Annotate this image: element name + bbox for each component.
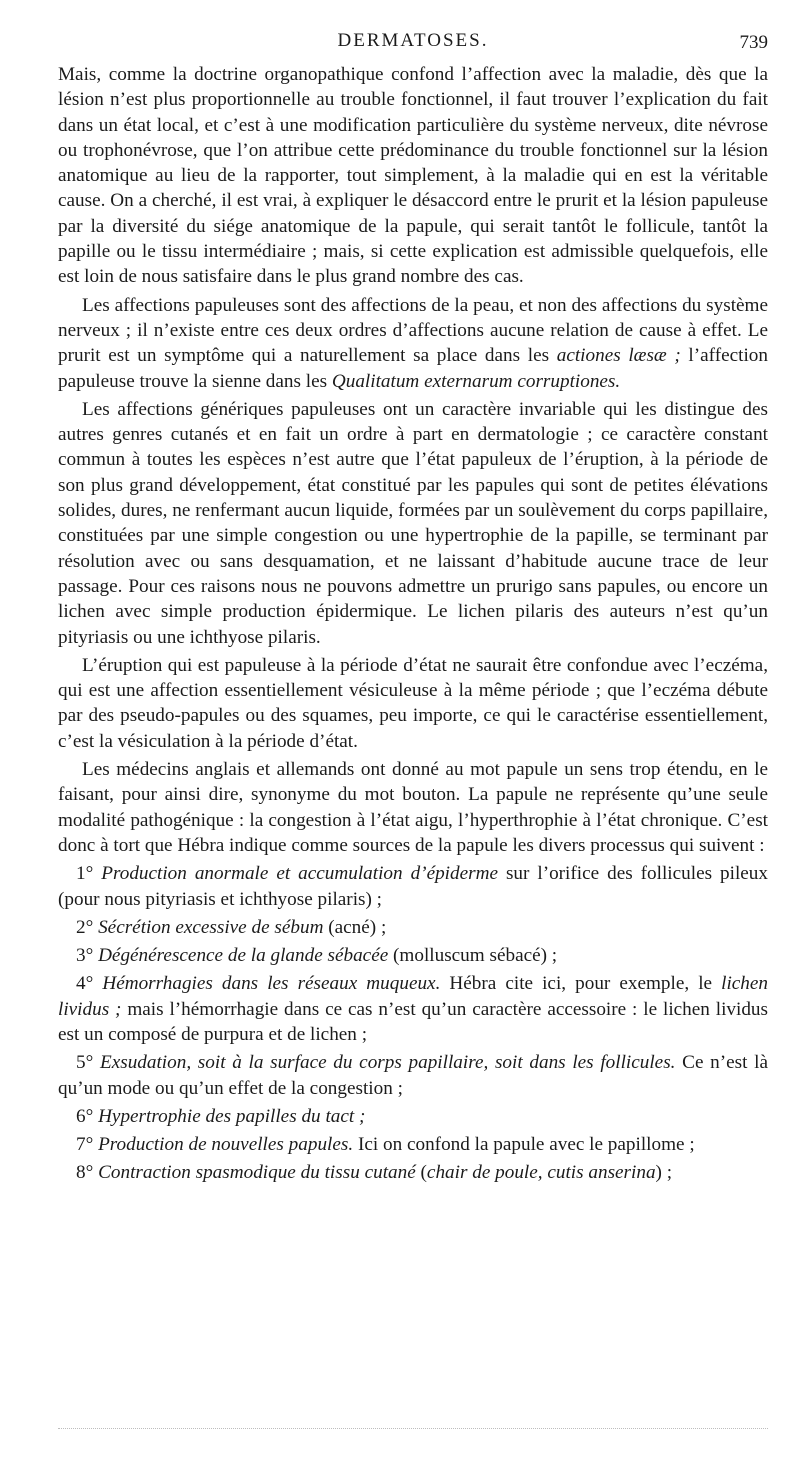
list-item-5 xyxy=(58,1050,768,1101)
page-number: 739 xyxy=(739,32,768,53)
paragraph-3: Les affections génériques papuleuses ont un caractère invariable qui les distingue des autres genres cutanés et en fait un ordre à part en dermatologie ; ce caractère constant commun à toutes les espèces n’est autre que l’état papuleux de l’éruption, à la période de son plus grand développement, état constitué par les papules qui sont de petites élévations solides, dures, ne renfermant aucun liquide, formées par un soulèvement du corps papillaire, constituées par une simple congestion ou une hypertrophie de la papille, se terminant par résolution avec ou sans desquamation, et ne laissant d’habitude aucune trace de leur passage. Pour ces raisons nous ne pouvons admettre un prurigo sans papules, ou encore un lichen avec simple production épidermique. Le lichen pilaris des auteurs n’est qu’un pityriasis ou une ichthyose pilaris. xyxy=(58,398,768,648)
list-item-8-term: chair de poule, cutis anserina xyxy=(426,1162,656,1184)
list-item-5-number: 5° xyxy=(76,1052,94,1074)
list-item-4-title: Hémorrhagies dans les réseaux muqueux. xyxy=(102,973,441,995)
list-item-8-open-paren: ( xyxy=(415,1162,427,1184)
list-item-8-close: ) ; xyxy=(655,1162,673,1184)
list-item-4-text-b: mais l’hémorrhagie dans ce cas n’est qu’un caractère accessoire : le lichen lividus est un composé de purpura et de lichen ; xyxy=(58,998,768,1045)
list-item-2 xyxy=(58,915,768,940)
list-item-8-title: Contraction spasmodique du tissu cutané xyxy=(98,1162,416,1184)
list-item-2-number: 2° xyxy=(76,916,94,938)
list-item-2-text: (acné) ; xyxy=(323,916,387,938)
list-item-7 xyxy=(58,1132,768,1157)
list-item-4 xyxy=(58,971,768,1047)
list-item-7-number: 7° xyxy=(76,1134,94,1156)
body-text xyxy=(58,62,768,1186)
list-item-3-number: 3° xyxy=(76,945,94,967)
list-item-3-title: Dégénérescence de la glande sébacée xyxy=(98,945,389,967)
list-item-4-term: lichen lividus ; xyxy=(58,973,768,1020)
list-item-1-text: sur l’orifice des follicules pileux (pour nous pityriasis et ichthyose pilaris) ; xyxy=(58,863,768,910)
list-item-7-text: Ici on confond la papule avec le papillome ; xyxy=(353,1134,695,1156)
list-item-6-title: Hypertrophie des papilles du tact ; xyxy=(98,1105,366,1127)
list-item-4-number: 4° xyxy=(76,973,94,995)
list-item-1-title: Production anormale et accumulation d’épiderme xyxy=(101,863,498,885)
list-item-4-text-a: Hébra cite ici, pour exemple, le xyxy=(440,973,722,995)
paragraph-5: Les médecins anglais et allemands ont donné au mot papule un sens trop étendu, en le faisant, pour ainsi dire, synonyme du mot bouton. La papule ne représente qu’une seule modalité pathogénique : la congestion à l’état aigu, l’hyperthrophie à l’état chronique. C’est donc à tort que Hébra indique comme sources de la papule les divers processus qui suivent : xyxy=(58,759,768,856)
paragraph-2-text-b: l’affection papuleuse trouve la sienne dans les xyxy=(58,345,768,392)
list-item-6-number: 6° xyxy=(76,1105,94,1127)
list-item-8-number: 8° xyxy=(76,1162,94,1184)
list-item-6 xyxy=(58,1104,768,1129)
page-bottom-rule xyxy=(58,1428,768,1429)
paragraph-2 xyxy=(58,293,768,394)
list-item-1-number: 1° xyxy=(76,863,94,885)
paragraph-2-text-a: Les affections papuleuses sont des affections de la peau, et non des affections du système nerveux ; il n’existe entre ces deux ordres d’affections aucune relation de cause à effet. Le prurit est un symptôme qui a naturellement sa place dans les xyxy=(58,294,768,367)
list-item-1 xyxy=(58,861,768,912)
page xyxy=(58,28,768,1186)
list-item-3 xyxy=(58,943,768,968)
list-item-2-title: Sécrétion excessive de sébum xyxy=(98,916,324,938)
list-item-5-text: Ce n’est là qu’un mode ou qu’un effet de la congestion ; xyxy=(58,1052,769,1099)
list-item-3-text: (molluscum sébacé) ; xyxy=(388,945,558,967)
running-head: DERMATOSES. xyxy=(337,30,489,51)
paragraph-2-latin-1: actiones læsæ ; xyxy=(556,345,681,367)
list-item-7-title: Production de nouvelles papules. xyxy=(98,1134,354,1156)
paragraph-1: Mais, comme la doctrine organopathique confond l’affection avec la maladie, dès que la lésion n’est plus proportionnelle au trouble fonctionnel, il faut trouver l’explication du fait dans un état local, et c’est à une modification particulière du système nerveux, dite névrose ou trophonévrose, que l’on attribue cette prédominance du trouble fonctionnel sur la lésion anatomique au lieu de la rapporter, tout simplement, à la maladie qui en est la véritable cause. On a cherché, il est vrai, à expliquer le désaccord entre le prurit et la lésion papuleuse par la diversité du siége anatomique de la papule, qui serait tantôt le follicule, tantôt la papille ou le tissu intermédiaire ; mais, si cette explication est admissible quelquefois, elle est loin de nous satisfaire dans le plus grand nombre des cas. xyxy=(58,64,768,288)
list-item-8 xyxy=(58,1160,768,1185)
list-item-5-title: Exsudation, soit à la surface du corps papillaire, soit dans les follicules. xyxy=(99,1052,676,1074)
paragraph-2-latin-2: Qualitatum externarum corruptiones. xyxy=(331,370,621,392)
paragraph-4: L’éruption qui est papuleuse à la période d’état ne saurait être confondue avec l’eczéma, qui est une affection essentiellement vésiculeuse à la même période ; que l’eczéma débute par des pseudo-papules ou des squames, peu importe, ce qui le caractérise essentiellement, c’est la vésiculation à la période d’état. xyxy=(58,654,768,752)
page-header xyxy=(58,28,768,62)
